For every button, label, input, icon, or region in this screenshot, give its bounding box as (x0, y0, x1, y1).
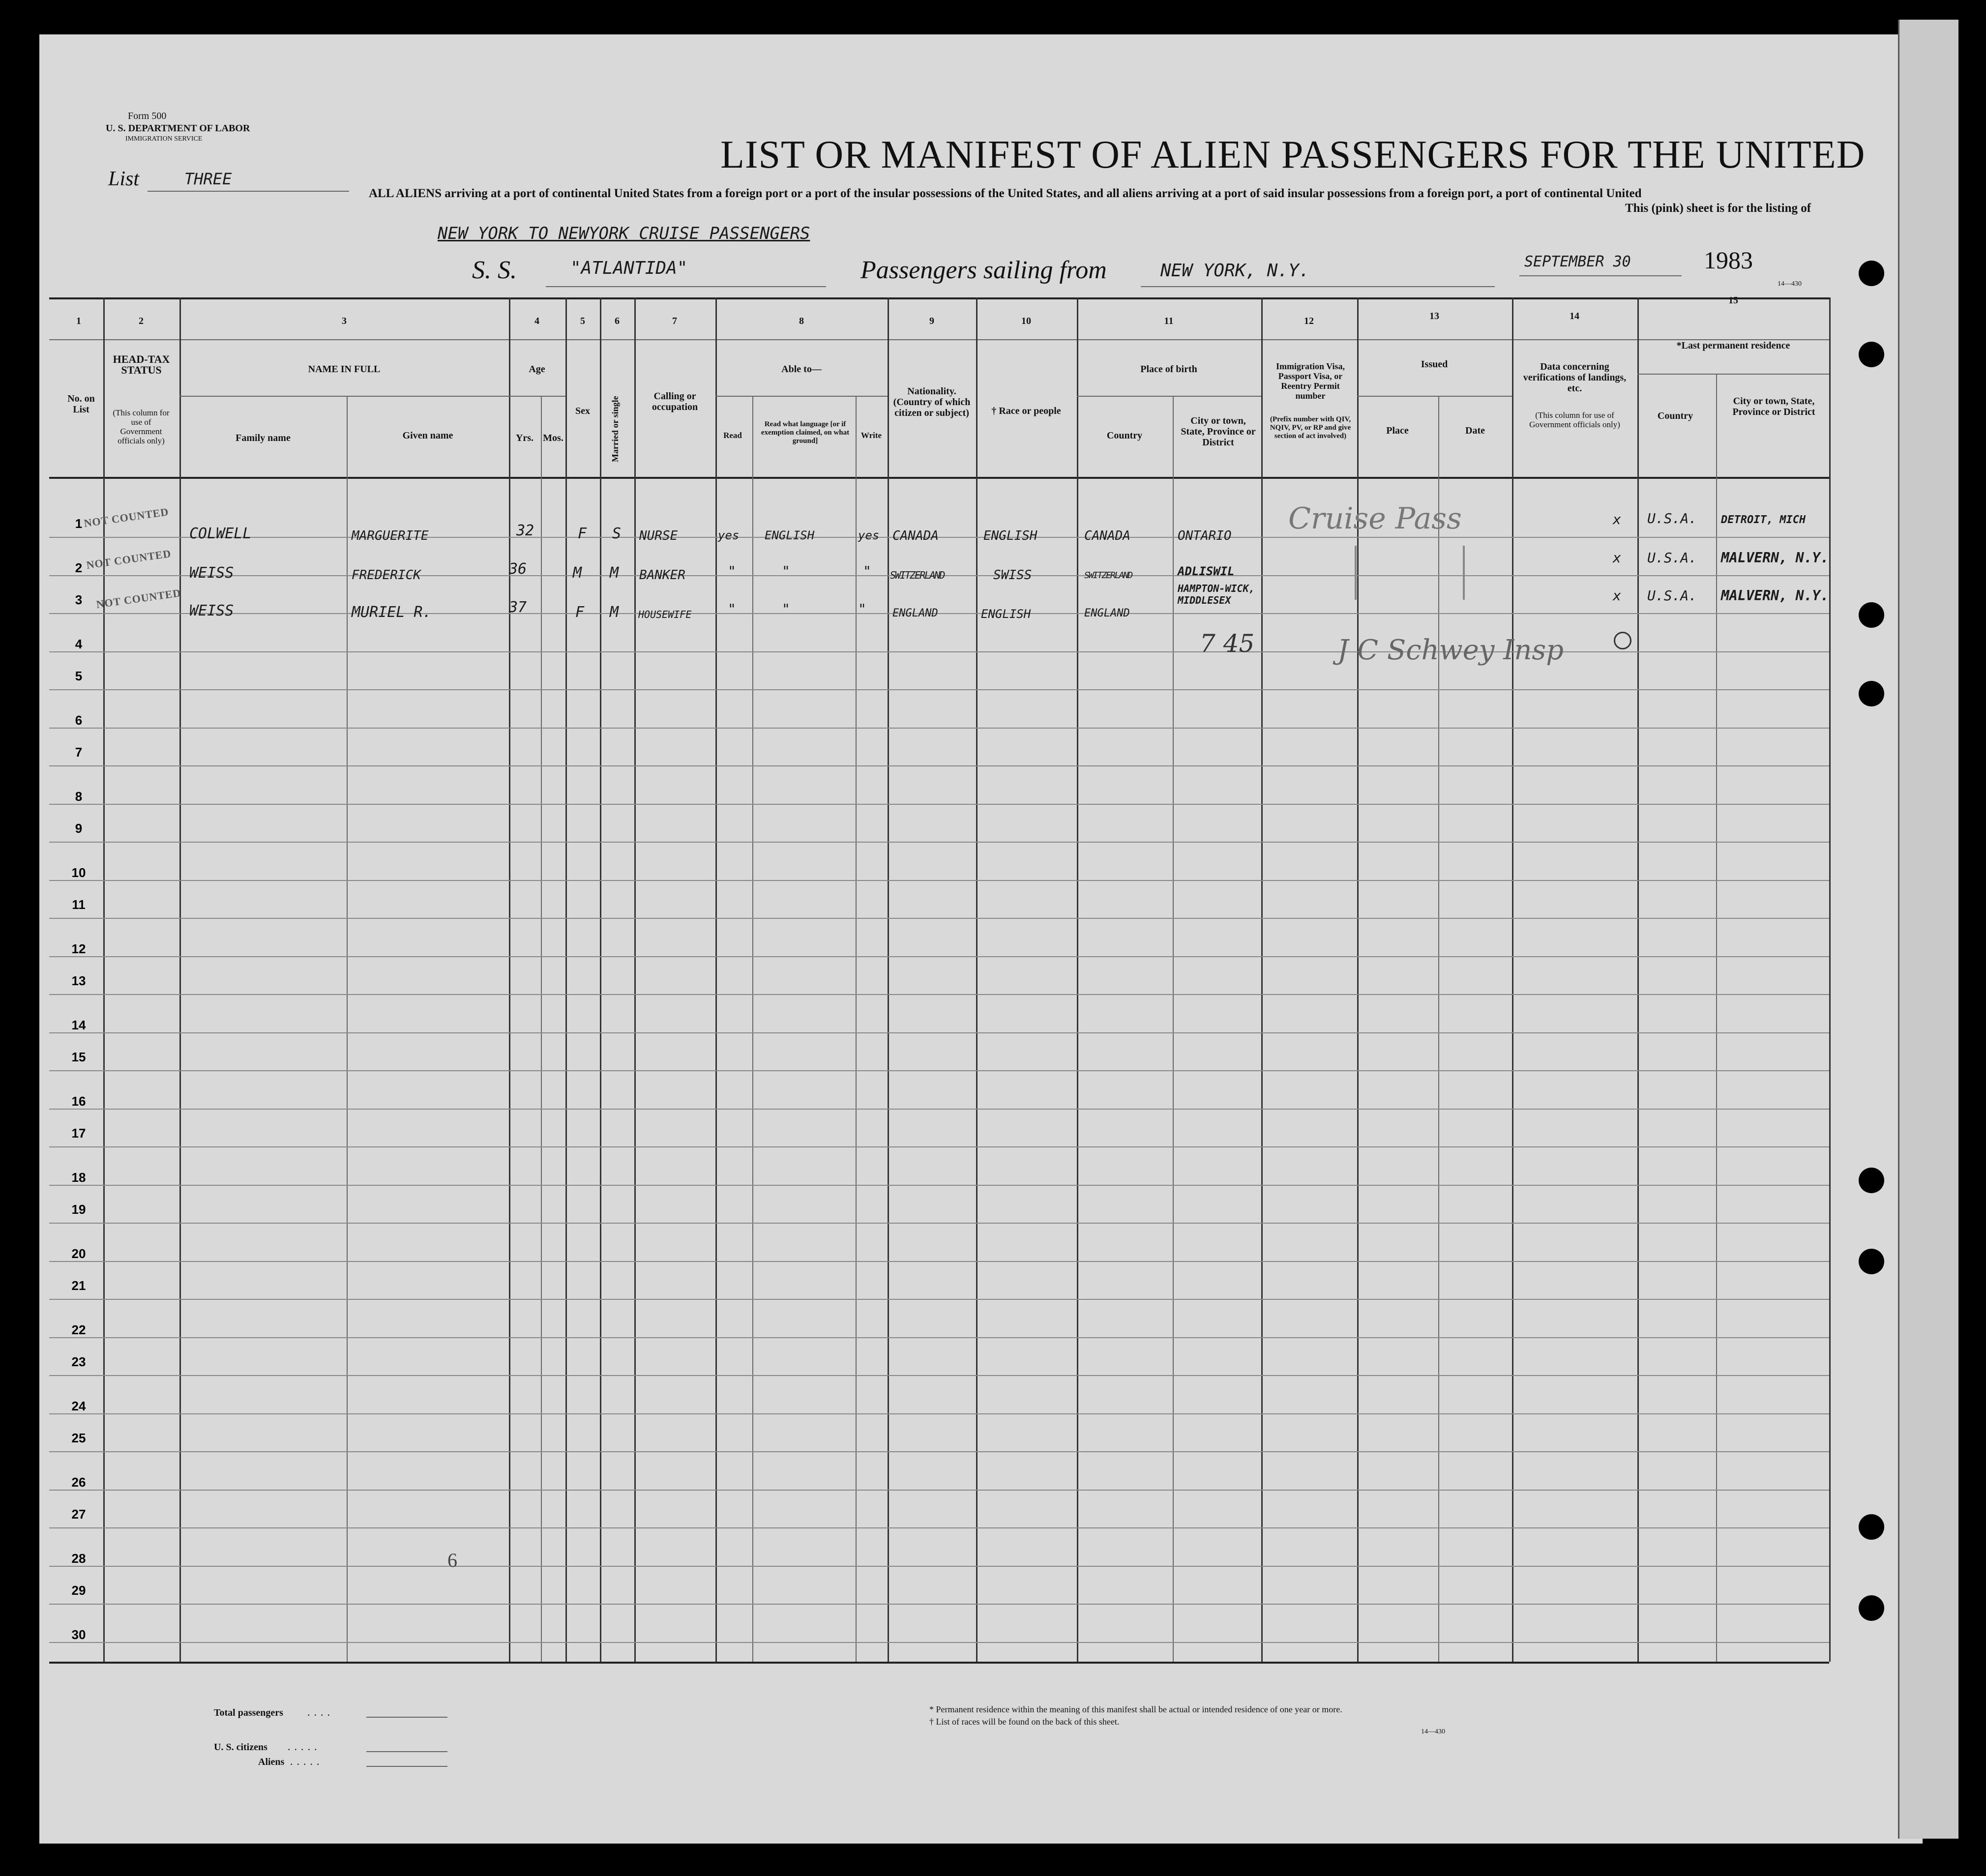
total-passengers-label: Total passengers (214, 1707, 283, 1718)
list-underline (148, 191, 349, 192)
form-number: Form 500 (128, 111, 167, 121)
page-title: LIST OR MANIFEST OF ALIEN PASSENGERS FOR THE UNITED (720, 133, 1866, 176)
dot-leader: ..... (288, 1740, 321, 1753)
residence-city: MALVERN, N.Y. (1721, 587, 1829, 604)
col-number: 12 (1304, 316, 1314, 326)
row-rule (49, 728, 1829, 729)
row-rule (49, 1261, 1829, 1262)
residence-city-header: City or town, State, Province or District (1732, 396, 1815, 417)
column-divider (752, 396, 753, 1662)
row-number: 22 (71, 1322, 86, 1337)
col-number: 8 (799, 316, 804, 326)
family-name: COLWELL (189, 525, 252, 542)
row-rule (49, 1070, 1829, 1071)
age-years: 32 (516, 522, 534, 539)
can-read: " (728, 563, 736, 579)
nationality-header: Nationality. (Country of which citizen or subject) (893, 386, 971, 418)
manifest-sheet (39, 34, 1923, 1844)
sailing-underline (1141, 286, 1495, 287)
column-divider (1637, 297, 1639, 1662)
ss-label: S. S. (472, 256, 517, 284)
can-write: yes (858, 528, 880, 542)
row-rule (49, 1413, 1829, 1414)
write-header: Write (860, 431, 882, 440)
row-number: 6 (75, 712, 83, 728)
row-number: 12 (71, 941, 86, 956)
column-divider (600, 297, 601, 1662)
us-citizens-field (366, 1751, 447, 1752)
row-number: 15 (71, 1050, 86, 1064)
listing-note: NEW YORK TO NEWYORK CRUISE PASSENGERS (438, 224, 810, 243)
officer-signature: J C Schwey Insp (1337, 634, 1564, 666)
column-divider (1173, 396, 1174, 1662)
sailing-label: Passengers sailing from (860, 256, 1107, 284)
row-number: 27 (71, 1507, 86, 1522)
row-number: 24 (71, 1398, 86, 1413)
races-note: † List of races will be found on the back of this sheet. (929, 1717, 1120, 1727)
row-rule (49, 1451, 1829, 1452)
row-number: 21 (71, 1278, 86, 1293)
aliens-label: Aliens (258, 1757, 285, 1767)
ship-name: "ATLANTIDA" (570, 258, 688, 278)
row-number: 9 (75, 821, 83, 836)
name-subheader-rule (179, 396, 509, 397)
column-divider (976, 297, 978, 1662)
binder-hole (1859, 1514, 1884, 1540)
column-divider (1716, 374, 1717, 1662)
occupation: NURSE (639, 528, 678, 543)
binder-hole (1859, 1168, 1884, 1193)
residence-country: U.S.A. (1647, 550, 1697, 566)
row-rule (49, 1642, 1829, 1643)
data-concerning-note: (This column for use of Government officials only) (1529, 410, 1620, 429)
race: ENGLISH (983, 528, 1037, 543)
row-number: 20 (71, 1246, 86, 1261)
col-number: 14 (1570, 311, 1579, 322)
sex-value: M (573, 564, 582, 582)
yrs-header: Yrs. (515, 433, 534, 443)
binding-edge (1898, 20, 1958, 1839)
age-years: 37 (509, 599, 527, 616)
column-number-rule (49, 339, 1829, 340)
head-tax-note: (This column for use of Government officials only) (113, 408, 170, 445)
age-header: Age (529, 364, 545, 375)
family-name-header: Family name (236, 433, 291, 443)
able-to-header: Able to— (781, 364, 822, 375)
row-number: 29 (71, 1583, 86, 1598)
issued-place-header: Place (1386, 425, 1409, 436)
col-number: 1 (76, 316, 81, 326)
birth-country: ENGLAND (1084, 607, 1130, 619)
row-rule (49, 994, 1829, 995)
row-number: 30 (71, 1627, 86, 1642)
column-divider (634, 297, 636, 1662)
row-number: 18 (71, 1170, 86, 1185)
row-number: 2 (75, 560, 83, 575)
row-rule (49, 1032, 1829, 1033)
column-divider (179, 297, 181, 1662)
date-underline (1519, 275, 1682, 276)
row-rule (49, 613, 1829, 614)
row-number: 26 (71, 1474, 86, 1490)
nationality: CANADA (892, 528, 939, 543)
row-rule (49, 537, 1829, 538)
row-number: 8 (75, 789, 83, 804)
verification-mark: x (1613, 511, 1621, 528)
row-rule (49, 956, 1829, 957)
col-number: 11 (1164, 316, 1174, 326)
binder-hole (1859, 681, 1884, 706)
row-rule (49, 1223, 1829, 1224)
row-rule (49, 1337, 1829, 1338)
row-number: 13 (71, 973, 86, 988)
row-rule (49, 1299, 1829, 1300)
row-number: 4 (75, 636, 83, 651)
verification-mark: x (1613, 587, 1621, 604)
row-rule (49, 1490, 1829, 1491)
ship-underline (546, 286, 826, 287)
read-header: Read (723, 431, 742, 440)
birth-city: ONTARIO (1178, 528, 1232, 543)
residence-country-header: Country (1657, 410, 1693, 421)
given-name: MARGUERITE (352, 528, 429, 543)
binder-hole (1859, 602, 1884, 628)
aliens-field (366, 1766, 447, 1767)
issued-header: Issued (1421, 359, 1448, 370)
column-divider (888, 297, 889, 1662)
birth-city: HAMPTON-WICK, MIDDLESEX (1178, 583, 1255, 606)
calling-header: Calling or occupation (652, 391, 698, 412)
binder-hole (1859, 1595, 1884, 1621)
nationality: SWITZERLAND (890, 569, 945, 581)
column-divider (1438, 396, 1439, 1662)
service-label: IMMIGRATION SERVICE (125, 135, 203, 143)
permanent-residence-note: * Permanent residence within the meaning of this manifest shall be actual or intended residence of one year or more. (929, 1704, 1342, 1714)
list-value: THREE (184, 170, 232, 188)
column-divider (541, 396, 542, 1662)
column-divider (715, 297, 717, 1662)
col-number: 13 (1429, 311, 1439, 322)
not-counted-stamp: NOT COUNTED (95, 586, 182, 611)
col-number: 9 (929, 316, 934, 326)
name-in-full-header: NAME IN FULL (308, 364, 381, 375)
row-rule (49, 918, 1829, 919)
col-number: 2 (139, 316, 144, 326)
row-rule (49, 1527, 1829, 1528)
given-name: FREDERICK (352, 568, 421, 583)
row-rule (49, 842, 1829, 843)
row-number: 19 (71, 1202, 86, 1217)
read-language: " (782, 563, 790, 579)
bracket-mark (1463, 546, 1465, 600)
visa-header: Immigration Visa, Passport Visa, or Reentry Permit number (1275, 361, 1345, 401)
occupation: HOUSEWIFE (638, 609, 692, 620)
circled-mark (1614, 632, 1631, 649)
head-tax-header: HEAD-TAX STATUS (113, 353, 170, 376)
not-counted-stamp: NOT COUNTED (86, 547, 172, 571)
residence-subheader-rule (1637, 374, 1829, 375)
issued-subheader-rule (1357, 396, 1512, 397)
race: SWISS (993, 568, 1032, 583)
given-name: MURIEL R. (352, 604, 432, 621)
not-counted-stamp: NOT COUNTED (83, 505, 170, 529)
binder-hole (1859, 261, 1884, 286)
can-read: yes (718, 528, 740, 542)
mos-header: Mos. (543, 433, 563, 443)
binder-hole (1859, 1249, 1884, 1274)
header-bottom-border (49, 477, 1829, 479)
birth-country: CANADA (1084, 528, 1130, 543)
row-number: 5 (75, 669, 83, 683)
page-mark: 6 (447, 1549, 457, 1571)
row-rule (49, 1146, 1829, 1147)
col-number: 5 (580, 316, 585, 326)
birth-country: SWITZERLAND (1084, 570, 1132, 581)
column-divider (1512, 297, 1513, 1662)
list-label: List (108, 168, 140, 190)
nationality: ENGLAND (892, 607, 938, 619)
column-divider (509, 297, 510, 1662)
read-language: " (782, 601, 790, 617)
row-number: 16 (71, 1093, 86, 1109)
form-code-top: 14—430 (1778, 280, 1802, 288)
no-on-list-header: No. on List (67, 393, 95, 415)
birth-city: ADLISWIL (1178, 564, 1235, 578)
data-concerning-header: Data concerning verifications of landings, etc. (1523, 361, 1627, 394)
table-top-border (49, 297, 1829, 299)
birth-city-header: City or town, State, Province or District (1181, 415, 1256, 448)
issued-date-header: Date (1465, 425, 1485, 436)
row-rule (49, 880, 1829, 881)
col-number: 10 (1021, 316, 1031, 326)
birth-country-header: Country (1106, 430, 1143, 441)
row-rule (49, 804, 1829, 805)
instruction-line-2: This (pink) sheet is for the listing of (1625, 202, 1811, 215)
race-header: † Race or people (991, 406, 1061, 416)
cruise-pass-note: Cruise Pass (1288, 501, 1462, 536)
marital-value: M (610, 604, 619, 621)
row-rule (49, 1109, 1829, 1110)
sex-value: F (575, 604, 585, 621)
verification-mark: x (1613, 550, 1621, 566)
birth-subheader-rule (1077, 396, 1261, 397)
col-number: 6 (615, 316, 620, 326)
residence-country: U.S.A. (1647, 510, 1697, 527)
race: ENGLISH (981, 607, 1031, 621)
column-divider (1077, 297, 1078, 1662)
bracket-mark (1355, 546, 1357, 600)
total-passengers-field (366, 1717, 447, 1718)
can-write: " (863, 563, 871, 579)
last-residence-header: *Last permanent residence (1676, 340, 1790, 351)
marital-value: M (610, 564, 619, 582)
age-years: 36 (509, 560, 527, 578)
row-number: 23 (71, 1354, 86, 1369)
instruction-line-1: ALL ALIENS arriving at a port of continental United States from a foreign port or a port of the insular possessions of the United States, and all aliens arriving at a port of said insular possessions from a foreign port, a port of continental United (369, 187, 1642, 200)
row-rule (49, 1185, 1829, 1186)
row-number: 11 (72, 897, 86, 912)
dot-leader: ..... (290, 1755, 324, 1767)
age-subheader-rule (509, 396, 565, 397)
sailing-date: SEPTEMBER 30 (1524, 253, 1631, 270)
dot-leader: .... (307, 1706, 334, 1718)
row-number: 10 (71, 865, 86, 880)
read-language: ENGLISH (765, 528, 815, 542)
column-divider (347, 396, 348, 1662)
sailing-year: 1983 (1704, 246, 1753, 274)
sex-value: F (578, 525, 587, 542)
family-name: WEISS (189, 564, 234, 582)
row-rule (49, 1566, 1829, 1567)
married-header: Married or single (610, 396, 620, 462)
col-number: 3 (342, 316, 347, 326)
column-divider (1829, 297, 1831, 1662)
department-label: U. S. DEPARTMENT OF LABOR (106, 123, 250, 134)
occupation: BANKER (639, 568, 685, 583)
form-code-bottom: 14—430 (1421, 1728, 1445, 1735)
row-number: 14 (71, 1017, 86, 1032)
table-bottom-border (49, 1662, 1829, 1664)
row-number: 28 (71, 1551, 86, 1566)
column-divider (565, 297, 567, 1662)
column-divider (856, 396, 857, 1662)
binder-hole (1859, 342, 1884, 367)
row-rule (49, 1604, 1829, 1605)
can-write: " (858, 601, 866, 617)
family-name: WEISS (189, 602, 234, 619)
read-what-header: Read what language [or if exemption claimed, on what ground] (761, 420, 850, 445)
sailing-from: NEW YORK, N.Y. (1160, 261, 1310, 281)
column-divider (1261, 297, 1263, 1662)
col-number: 7 (672, 316, 677, 326)
row-rule (49, 765, 1829, 766)
visa-note: (Prefix number with QIV, NQIV, PV, or RP and give section of act involved) (1270, 415, 1351, 440)
row-number: 17 (71, 1126, 86, 1141)
col-number: 15 (1728, 295, 1738, 306)
row-number: 1 (75, 516, 83, 531)
count-mark: 7 45 (1200, 629, 1255, 658)
sex-header: Sex (575, 406, 590, 416)
row-number: 7 (75, 745, 83, 760)
row-rule (49, 689, 1829, 690)
row-rule (49, 1375, 1829, 1376)
row-number: 3 (75, 592, 83, 607)
residence-city: DETROIT, MICH (1721, 514, 1806, 526)
can-read: " (728, 601, 736, 617)
row-number: 25 (71, 1431, 86, 1445)
residence-city: MALVERN, N.Y. (1721, 550, 1829, 566)
marital-value: S (612, 525, 622, 542)
given-name-header: Given name (402, 430, 453, 441)
place-of-birth-header: Place of birth (1140, 364, 1197, 375)
us-citizens-label: U. S. citizens (214, 1742, 267, 1753)
col-number: 4 (534, 316, 539, 326)
residence-country: U.S.A. (1647, 587, 1697, 604)
column-divider (103, 297, 105, 1662)
able-subheader-rule (715, 396, 888, 397)
